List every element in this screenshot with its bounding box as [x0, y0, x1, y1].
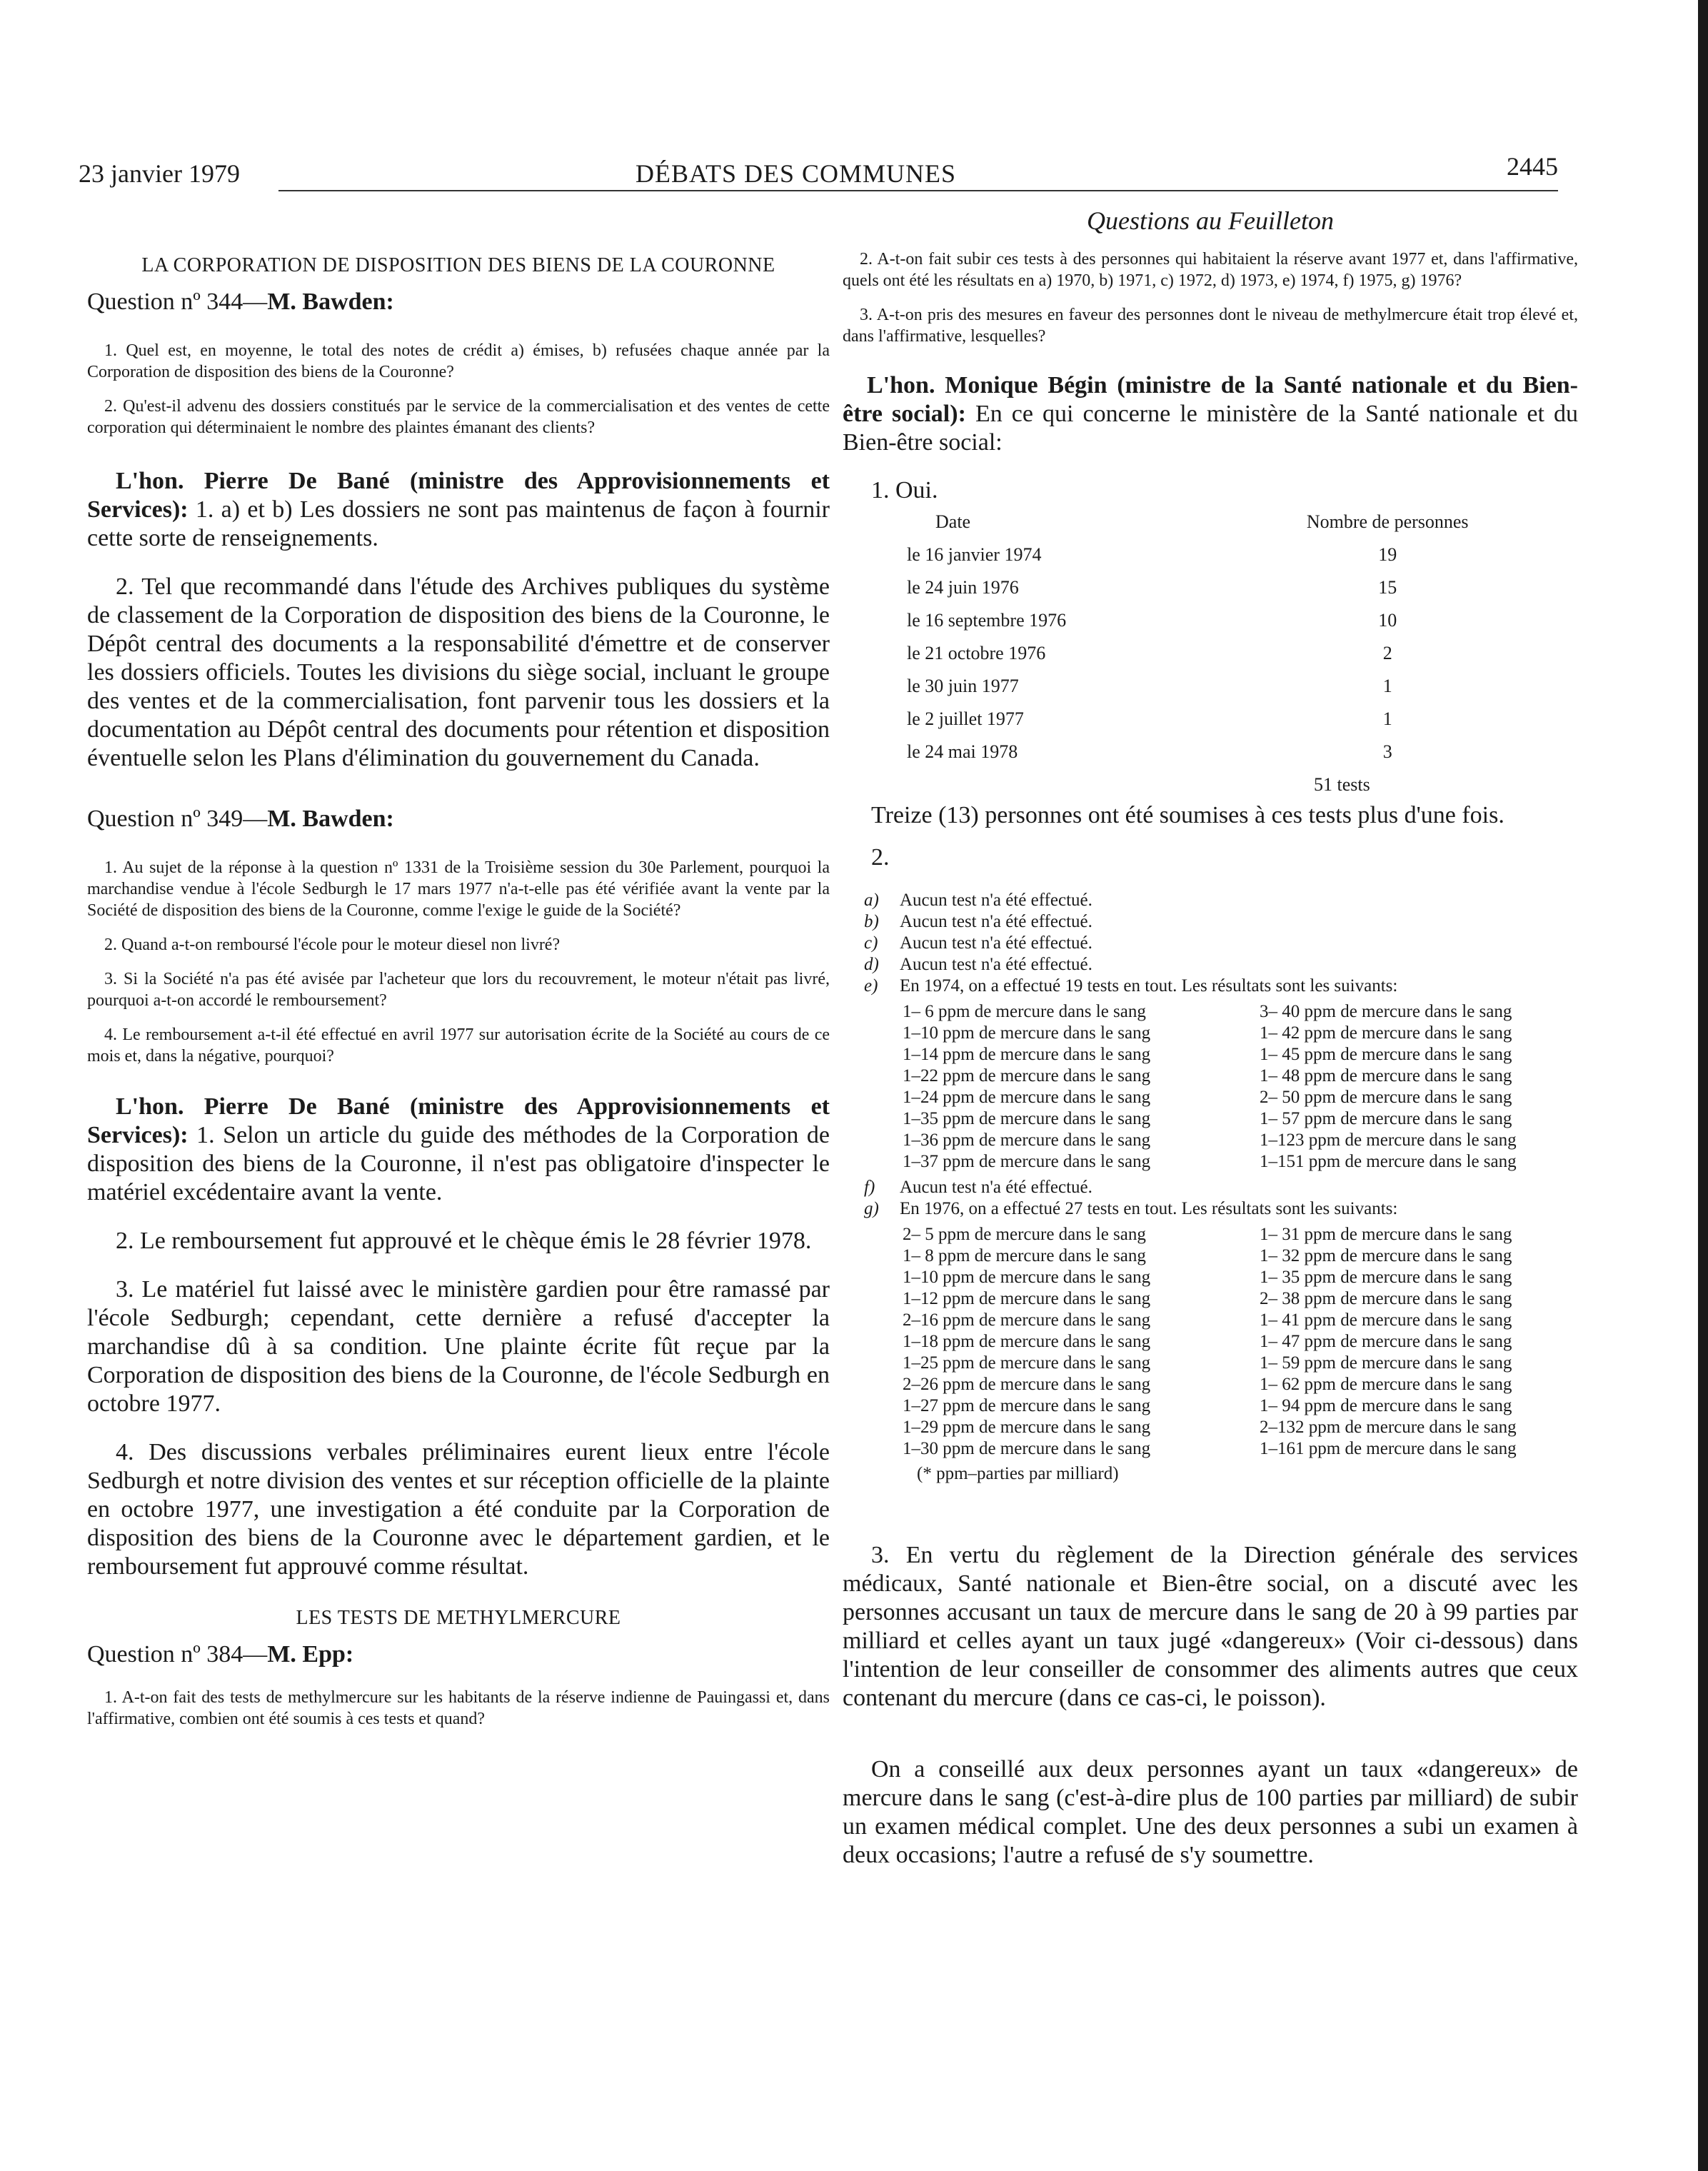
lettered-item [864, 1198, 1578, 1220]
col-header-date: Date [935, 511, 971, 532]
header-date: 23 janvier 1979 [79, 159, 240, 188]
answer-paragraph: Treize (13) personnes ont été soumises à ces tests plus d'une fois. [871, 802, 1504, 828]
result-entry: 1– 45 ppm de mercure dans le sang [1260, 1045, 1512, 1064]
section-title: LA CORPORATION DE DISPOSITION DES BIENS DE LA COURONNE [141, 254, 775, 276]
result-entry: 1–36 ppm de mercure dans le sang [903, 1130, 1151, 1150]
question-item: 1. Au sujet de la réponse à la question nº 1331 de la Troisième session du 30e Parlement, pourquoi la marchandise vendue à l'école Sedburgh le 17 mars 1977 n'a-t-elle pas été vérifiée avant la vente par la Société de disposition des biens de la Couronne, comme l'exige le guide de la Société? [87, 858, 830, 920]
item-letter: c) [864, 933, 878, 953]
result-entry: 1–10 ppm de mercure dans le sang [903, 1023, 1151, 1043]
result-entry: 1– 57 ppm de mercure dans le sang [1260, 1109, 1512, 1128]
result-entry: 1–10 ppm de mercure dans le sang [903, 1268, 1151, 1287]
result-entry: 2–132 ppm de mercure dans le sang [1260, 1418, 1517, 1437]
question-item: 1. A-t-on fait des tests de methylmercure sur les habitants de la réserve indienne de Pauingassi et, dans l'affirmative, combien ont été soumis à ces tests et quand? [87, 1688, 830, 1728]
question-item: 3. Si la Société n'a pas été avisée par l'acheteur que lors du recouvrement, le moteur n'était pas livré, pourquoi a-t-on accordé le remboursement? [87, 970, 830, 1010]
result-entry: 1–37 ppm de mercure dans le sang [903, 1152, 1151, 1171]
lettered-item [864, 1177, 1578, 1198]
item-text: En 1974, on a effectué 19 tests en tout. Les résultats sont les suivants: [900, 976, 1398, 996]
result-entry: 1–18 ppm de mercure dans le sang [903, 1332, 1151, 1351]
table-row: le 30 juin 1977 1 [907, 676, 1392, 696]
table-row: le 16 janvier 1974 19 [907, 544, 1397, 565]
result-entry: 2– 50 ppm de mercure dans le sang [1260, 1088, 1512, 1107]
result-entry: 1–24 ppm de mercure dans le sang [903, 1088, 1151, 1107]
result-entry: 1– 41 ppm de mercure dans le sang [1260, 1310, 1512, 1330]
header-rule [278, 190, 1558, 191]
answer-paragraph: 2. Tel que recommandé dans l'étude des Archives publiques du système de classement de la Corporation de disposition des biens de la Couronne, le Dépôt central des documents a la responsabilité d'émettre et de conserver les dossiers officiels. Toutes les divisions du siège social, incluant le groupe des ventes et de la commercialisation, font parvenir tous les dossiers et la documentation au Dépôt central des documents pour rétention et disposition éventuelle selon les Plans d'élimination du gouvernement du Canada. [87, 573, 830, 771]
result-entry: 1–30 ppm de mercure dans le sang [903, 1439, 1151, 1458]
answer-paragraph: L'hon. Pierre De Bané (ministre des Approvisionnements et Services): 1. a) et b) Les dossiers ne sont pas maintenus de façon à fournir cette sorte de renseignements. [87, 468, 830, 551]
page-header [79, 151, 1558, 191]
item-text: Aucun test n'a été effectué. [900, 933, 1092, 953]
section-title: LES TESTS DE METHYLMERCURE [296, 1607, 621, 1629]
result-entry: 1– 47 ppm de mercure dans le sang [1260, 1332, 1512, 1351]
item-letter: g) [864, 1199, 879, 1218]
lettered-item [864, 911, 1578, 933]
item-text: En 1976, on a effectué 27 tests en tout. Les résultats sont les suivants: [900, 1199, 1398, 1218]
result-entry: 1–161 ppm de mercure dans le sang [1260, 1439, 1517, 1458]
result-entry: 1– 6 ppm de mercure dans le sang [903, 1002, 1146, 1021]
col-header-count: Nombre de personnes [1306, 511, 1469, 532]
result-entry: 1–151 ppm de mercure dans le sang [1260, 1152, 1517, 1171]
result-entry: 1– 59 ppm de mercure dans le sang [1260, 1353, 1512, 1373]
table-row: le 21 octobre 1976 2 [907, 643, 1392, 663]
result-entry: 1– 48 ppm de mercure dans le sang [1260, 1066, 1512, 1086]
answer-item-1: 1. Oui. [871, 477, 938, 503]
footnote: (* ppm–parties par milliard) [917, 1464, 1119, 1483]
question-heading: Question nº 384—M. Epp: [87, 1641, 354, 1668]
answer-paragraph: On a conseillé aux deux personnes ayant un taux «dangereux» de mercure dans le sang (c'est-à-dire plus de 100 parties par milliard) de subir un examen médical complet. Une des deux personnes a subi un examen à deux occasions; l'autre a refusé de s'y soumettre. [843, 1756, 1578, 1868]
result-entry: 2–26 ppm de mercure dans le sang [903, 1375, 1151, 1394]
result-entry: 2– 38 ppm de mercure dans le sang [1260, 1289, 1512, 1308]
answer-item-2: 2. [871, 844, 890, 871]
result-entry: 1–12 ppm de mercure dans le sang [903, 1289, 1151, 1308]
item-text: Aucun test n'a été effectué. [900, 891, 1092, 910]
answer-paragraph: 3. En vertu du règlement de la Direction générale des services médicaux, Santé nationale et Bien-être social, on a discuté avec les personnes accusant un taux de mercure dans le sang de 20 à 99 parties par milliard et celles ayant un taux jugé «dangereux» (Voir ci-dessous) dans l'intention de leur conseiller de consommer des aliments autres que ceux contenant du mercure (dans ce cas-ci, le poisson). [843, 1542, 1578, 1711]
speaker: L'hon. Pierre De Bané (ministre des Approvisionnements et Services): [87, 468, 830, 523]
lettered-item [864, 933, 1578, 954]
answer-paragraph: L'hon. Pierre De Bané (ministre des Approvisionnements et Services): 1. Selon un article du guide des méthodes de la Corporation de disposition des biens de la Couronne, il n'est pas obligatoire d'inspecter le matériel excédentaire avant la vente. [87, 1093, 830, 1205]
answer-paragraph: L'hon. Monique Bégin (ministre de la Santé nationale et du Bien-être social): En ce qui concerne le ministère de la Santé nationale et du Bien-être social: [843, 372, 1579, 456]
table-row: le 24 mai 1978 3 [907, 741, 1392, 762]
test-dates-table [907, 511, 1549, 774]
question-item: 4. Le remboursement a-t-il été effectué en avril 1977 sur autorisation écrite de la Société au cours de ce mois et, dans la négative, pourquoi? [87, 1026, 830, 1066]
result-entry: 1– 32 ppm de mercure dans le sang [1260, 1246, 1512, 1265]
results-1974 [903, 1001, 1578, 1173]
result-entry: 1–123 ppm de mercure dans le sang [1260, 1130, 1517, 1150]
speaker: L'hon. Monique Bégin (ministre de la Santé nationale et du Bien-être social): [843, 372, 1578, 427]
result-entry: 1–25 ppm de mercure dans le sang [903, 1353, 1151, 1373]
item-letter: b) [864, 912, 879, 931]
lettered-item [864, 954, 1578, 976]
results-1976 [903, 1224, 1578, 1460]
result-entry: 1– 8 ppm de mercure dans le sang [903, 1246, 1146, 1265]
lettered-item [864, 890, 1578, 911]
result-entry: 1–35 ppm de mercure dans le sang [903, 1109, 1151, 1128]
speaker: L'hon. Pierre De Bané (ministre des Approvisionnements et Services): [87, 1093, 830, 1148]
answer-paragraph: 3. Le matériel fut laissé avec le ministère gardien pour être ramassé par l'école Sedburgh; cependant, cette dernière a refusé d'accepter la marchandise dû à sa condition. Une plainte écrite fût reçue par la Corporation de disposition des biens de la Couronne, de l'école Sedburgh en octobre 1977. [87, 1276, 830, 1417]
answer-paragraph: 4. Des discussions verbales préliminaires eurent lieux entre l'école Sedburgh et notre division des ventes et sur réception officielle de la plainte en octobre 1977, une investigation a été conduite par la Corporation de disposition des biens de la Couronne avec le département gardien, et le remboursement fut approuvé comme résultat. [87, 1439, 830, 1580]
item-text: Aucun test n'a été effectué. [900, 912, 1092, 931]
table-row: le 16 septembre 1976 10 [907, 610, 1397, 631]
result-entry: 1–27 ppm de mercure dans le sang [903, 1396, 1151, 1415]
result-entry: 1–14 ppm de mercure dans le sang [903, 1045, 1151, 1064]
question-item: 2. A-t-on fait subir ces tests à des personnes qui habitaient la réserve avant 1977 et, dans l'affirmative, quels ont été les résultats en a) 1970, b) 1971, c) 1972, d) 1973, e) 1974, f) 1975, g) 1976? [843, 250, 1578, 290]
result-entry: 1–22 ppm de mercure dans le sang [903, 1066, 1151, 1086]
item-letter: a) [864, 891, 879, 910]
question-heading: Question nº 349—M. Bawden: [87, 806, 394, 832]
item-letter: f) [864, 1178, 875, 1197]
question-item: 3. A-t-on pris des mesures en faveur des personnes dont le niveau de methylmercure était trop élevé et, dans l'affirmative, lesquelles? [843, 306, 1578, 346]
answer-paragraph: 2. Le remboursement fut approuvé et le chèque émis le 28 février 1978. [116, 1228, 812, 1254]
running-head: Questions au Feuilleton [1087, 206, 1334, 235]
item-text: Aucun test n'a été effectué. [900, 955, 1092, 974]
question-item: 1. Quel est, en moyenne, le total des notes de crédit a) émises, b) refusées chaque année par la Corporation de disposition des biens de la Couronne? [87, 341, 830, 381]
lettered-item [864, 976, 1578, 997]
header-title: DÉBATS DES COMMUNES [636, 159, 957, 188]
lettered-list [864, 1177, 1578, 1220]
result-entry: 1– 94 ppm de mercure dans le sang [1260, 1396, 1512, 1415]
page-number: 2445 [1507, 152, 1558, 181]
page-edge [1698, 0, 1708, 2171]
result-entry: 1– 62 ppm de mercure dans le sang [1260, 1375, 1512, 1394]
item-letter: e) [864, 976, 878, 996]
result-entry: 1– 42 ppm de mercure dans le sang [1260, 1023, 1512, 1043]
result-entry: 1–29 ppm de mercure dans le sang [903, 1418, 1151, 1437]
item-letter: d) [864, 955, 879, 974]
table-row: le 24 juin 1976 15 [907, 577, 1397, 598]
lettered-list [864, 890, 1578, 997]
result-entry: 2–16 ppm de mercure dans le sang [903, 1310, 1151, 1330]
left-column [87, 207, 830, 1743]
result-entry: 3– 40 ppm de mercure dans le sang [1260, 1002, 1512, 1021]
table-row: le 2 juillet 1977 1 [907, 708, 1392, 729]
question-heading: Question nº 344—M. Bawden: [87, 289, 394, 315]
result-entry: 2– 5 ppm de mercure dans le sang [903, 1225, 1146, 1244]
item-text: Aucun test n'a été effectué. [900, 1178, 1092, 1197]
tests-total: 51 tests [1314, 774, 1370, 795]
result-entry: 1– 35 ppm de mercure dans le sang [1260, 1268, 1512, 1287]
question-item: 2. Quand a-t-on remboursé l'école pour le moteur diesel non livré? [104, 936, 561, 954]
question-item: 2. Qu'est-il advenu des dossiers constitués par le service de la commercialisation et des ventes de cette corporation qui déterminaient le nombre des plaintes émanant des clients? [87, 397, 830, 437]
right-column [843, 206, 1578, 1890]
result-entry: 1– 31 ppm de mercure dans le sang [1260, 1225, 1512, 1244]
